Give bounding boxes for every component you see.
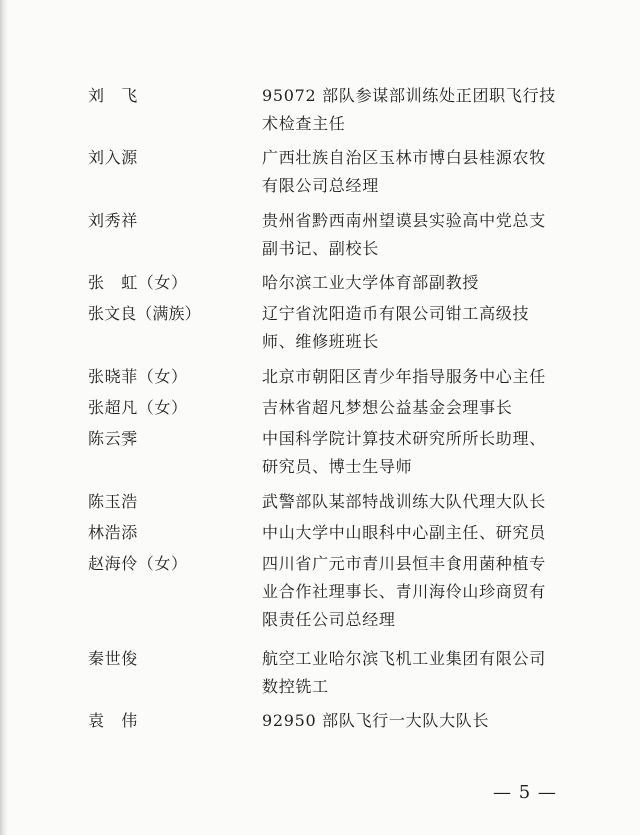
description-line: 辽宁省沈阳造币有限公司钳工高级技 — [262, 304, 530, 323]
description-line: 北京市朝阳区青少年指导服务中心主任 — [262, 367, 546, 386]
person-name: 袁 伟 — [88, 711, 138, 730]
person-description — [262, 148, 562, 204]
description-line: 中山大学中山眼科中心副主任、研究员 — [262, 523, 546, 542]
description-line: 限责任公司总经理 — [262, 610, 396, 629]
person-name: 陈玉浩 — [88, 492, 138, 511]
person-description — [262, 273, 562, 301]
description-line: 研究员、博士生导师 — [262, 457, 413, 476]
page-edge-shadow — [0, 0, 8, 835]
description-line: 贵州省黔西南州望谟县实验高中党总支 — [262, 211, 546, 230]
person-name: 张晓菲（女） — [88, 367, 188, 386]
person-description — [262, 711, 562, 739]
description-line: 师、维修班班长 — [262, 332, 379, 351]
person-description — [262, 211, 562, 267]
description-line: 数控铣工 — [262, 677, 329, 696]
page-number: — 5 — — [493, 782, 557, 803]
person-description — [262, 304, 562, 360]
description-line: 广西壮族自治区玉林市博白县桂源农牧 — [262, 148, 546, 167]
person-description — [262, 429, 562, 485]
person-description — [262, 554, 562, 638]
person-name: 张文良（满族） — [88, 304, 201, 323]
description-line: 中国科学院计算技术研究所所长助理、 — [262, 429, 546, 448]
person-name: 林浩添 — [88, 523, 138, 542]
person-name: 刘秀祥 — [88, 211, 138, 230]
person-name: 赵海伶（女） — [88, 554, 188, 573]
description-line: 航空工业哈尔滨飞机工业集团有限公司 — [262, 649, 546, 668]
description-line: 哈尔滨工业大学体育部副教授 — [262, 273, 480, 292]
description-line: 业合作社理事长、青川海伶山珍商贸有 — [262, 582, 546, 601]
person-description — [262, 492, 562, 520]
person-name: 秦世俊 — [88, 649, 138, 668]
person-name: 张 虹（女） — [88, 273, 188, 292]
person-description — [262, 398, 562, 426]
person-description — [262, 86, 562, 142]
description-line: 四川省广元市青川县恒丰食用菌种植专 — [262, 554, 546, 573]
person-description — [262, 523, 562, 551]
description-line: 吉林省超凡梦想公益基金会理事长 — [262, 398, 513, 417]
description-line: 术检查主任 — [262, 114, 346, 133]
description-line: 95072 部队参谋部训练处正团职飞行技 — [262, 86, 556, 105]
description-line: 武警部队某部特战训练大队代理大队长 — [262, 492, 546, 511]
person-name: 张超凡（女） — [88, 398, 188, 417]
person-name: 刘入源 — [88, 148, 138, 167]
person-description — [262, 649, 562, 705]
description-line: 有限公司总经理 — [262, 176, 379, 195]
description-line: 副书记、副校长 — [262, 239, 379, 258]
person-description — [262, 367, 562, 395]
person-name: 刘 飞 — [88, 86, 138, 105]
person-name: 陈云霁 — [88, 429, 138, 448]
description-line: 92950 部队飞行一大队大队长 — [262, 711, 490, 730]
